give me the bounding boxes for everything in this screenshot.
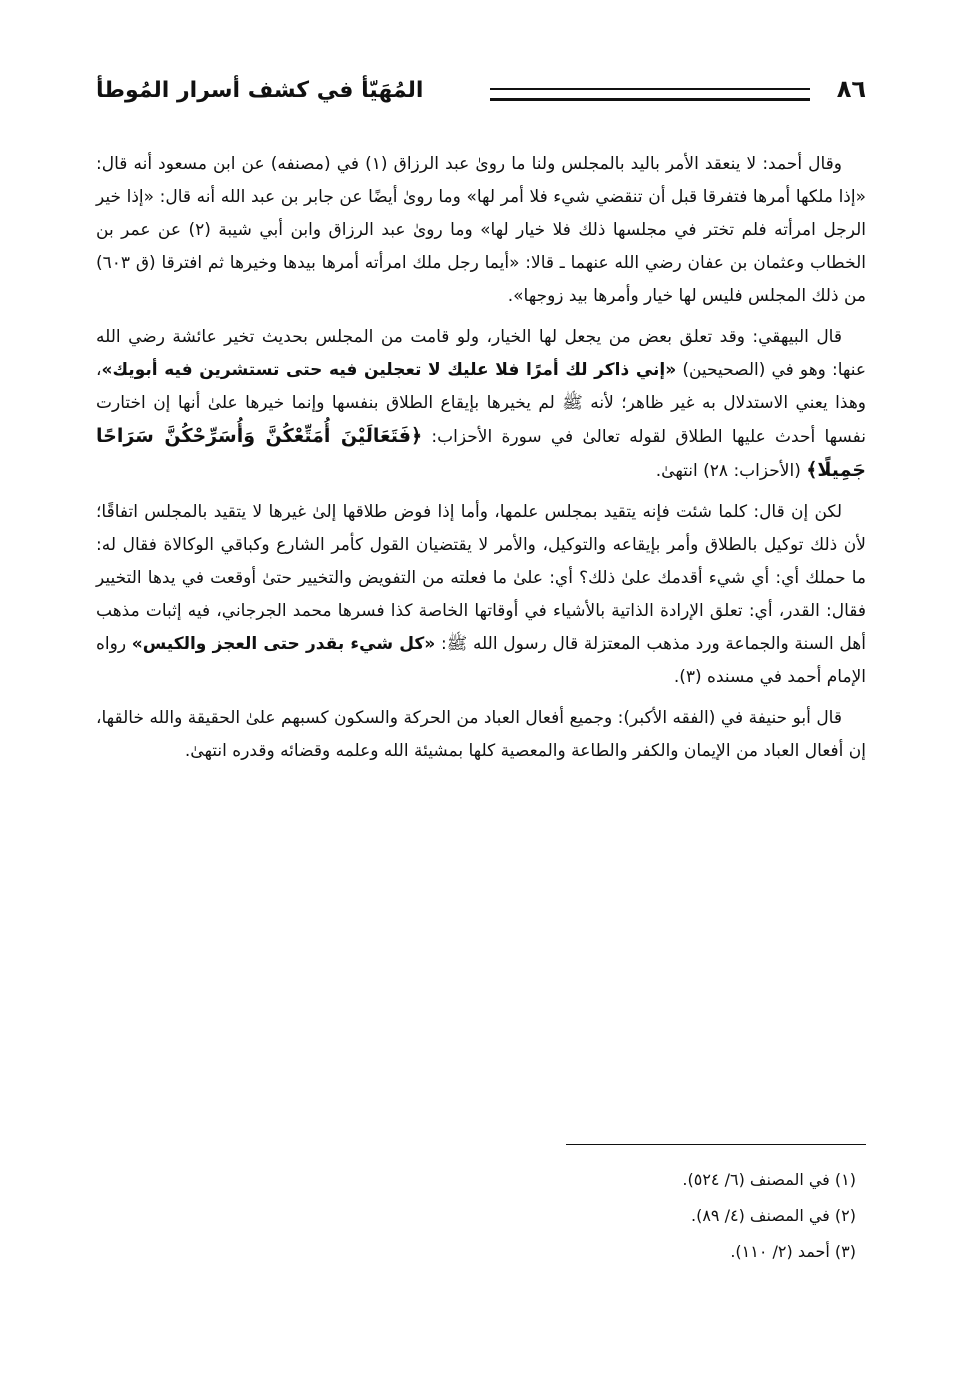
book-title: المُهَيّأ في كشف أسرار المُوطأ (96, 78, 424, 103)
footnote-divider (566, 1144, 866, 1145)
paragraph-text: ، وهذا يعني الاستدلال به غير ظاهر؛ لأنه ﷺ لم يخيرها بإيقاع الطلاق بنفسها وإنما خيرها علىٰ أنها إن اختارت نفسها أحدث عليها الطلاق لقوله تعالىٰ في سورة الأحزاب: (96, 360, 867, 447)
footnotes (96, 1162, 866, 1270)
paragraph (96, 148, 866, 313)
paragraph (96, 321, 866, 488)
paragraph-text: رواه الإمام أحمد في مسنده (٣). (96, 634, 866, 687)
paragraph-text: قال أبو حنيفة في (الفقه الأكبر): وجميع أفعال العباد من الحركة والسكون كسبهم علىٰ الحقيقة والله خالقها، إن أفعال العباد من الإيمان والكفر والطاعة والمعصية كلها بمشيئة الله وعلمه وقضائه وقدره انتهىٰ. (96, 708, 866, 761)
quran-verse: ﴿فَتَعَالَيْنَ أُمَتِّعْكُنَّ وَأُسَرِّحْكُنَّ سَرَاحًا جَمِيلًا﴾ (96, 425, 866, 481)
hadith-quote: «كل شيء بقدر حتى العجز والكيس» (131, 634, 436, 654)
footnote-1: (١) في المصنف (٦/ ٥٢٤). (682, 1170, 856, 1189)
running-header (96, 64, 866, 124)
paragraph-text: قال البيهقي: وقد تعلق بعض من يجعل لها الخيار، ولو قامت من المجلس بحديث تخير عائشة رضي الله عنها: وهو في (الصحيحين) (96, 327, 866, 380)
footnote-2: (٢) في المصنف (٤/ ٨٩). (691, 1206, 856, 1225)
paragraph-text: وقال أحمد: لا ينعقد الأمر باليد بالمجلس ولنا ما روىٰ عبد الرزاق (١) في (مصنفه) عن ابن مسعود أنه قال: «إذا ملكها أمرها فتفرقا قبل أن تنقضي شيء فلا أمر لها» وما روىٰ أيضًا عن جابر بن عبد الله أنه قال: «إذا خير الرجل امرأته فلم تختر في مجلسها ذلك فلا خيار لها» وما روىٰ عبد الرزاق وابن أبي شيبة (٢) عن عمر بن الخطاب وعثمان بن عفان رضي الله عنهما ـ قالا: «أيما رجل ملك امرأته أمرها بيدها وخيرها ثم افترقا (ق ٦٠٣) من ذلك المجلس فليس لها خيار وأمرها بيد زوجها». (96, 154, 867, 306)
page-number: ٨٦ (836, 75, 866, 103)
main-text (96, 148, 866, 776)
hadith-quote: «إني ذاكر لك أمرًا فلا عليك لا تعجلين فيه حتى تستشرين فيه أبويك» (101, 360, 677, 380)
header-rule (490, 88, 810, 101)
footnote-3: (٣) أحمد (٢/ ١١٠). (730, 1242, 856, 1261)
paragraph (96, 702, 866, 768)
verse-reference: (الأحزاب: ٢٨) انتهىٰ. (655, 461, 807, 481)
paragraph-text: لكن إن قال: كلما شئت فإنه يتقيد بمجلس علمها، وأما إذا فوض طلاقها إلىٰ غيرها لا يتقيد بالمجلس اتفاقًا؛ لأن ذلك توكيل بالطلاق وأمر بإيقاعه والتوكيل، والأمر لا يقتضيان القول كأمر الشارع وكباقي الوكالاة فقال له: ما حملك أي: أي شيء أقدمك علىٰ ذلك؟ أي: علىٰ ما فعلته من التفويض والتخيير حتىٰ أوقعت في يدها التخيير فقال: القدر، أي: تعلق الإرادة الذاتية بالأشياء في أوقاتها الخاصة كذا فسرها محمد الجرجاني، فيه إثبات مذهب أهل السنة والجماعة ورد مذهب المعتزلة قال رسول الله ﷺ: (96, 502, 866, 654)
paragraph (96, 496, 866, 694)
book-page (96, 64, 866, 1354)
